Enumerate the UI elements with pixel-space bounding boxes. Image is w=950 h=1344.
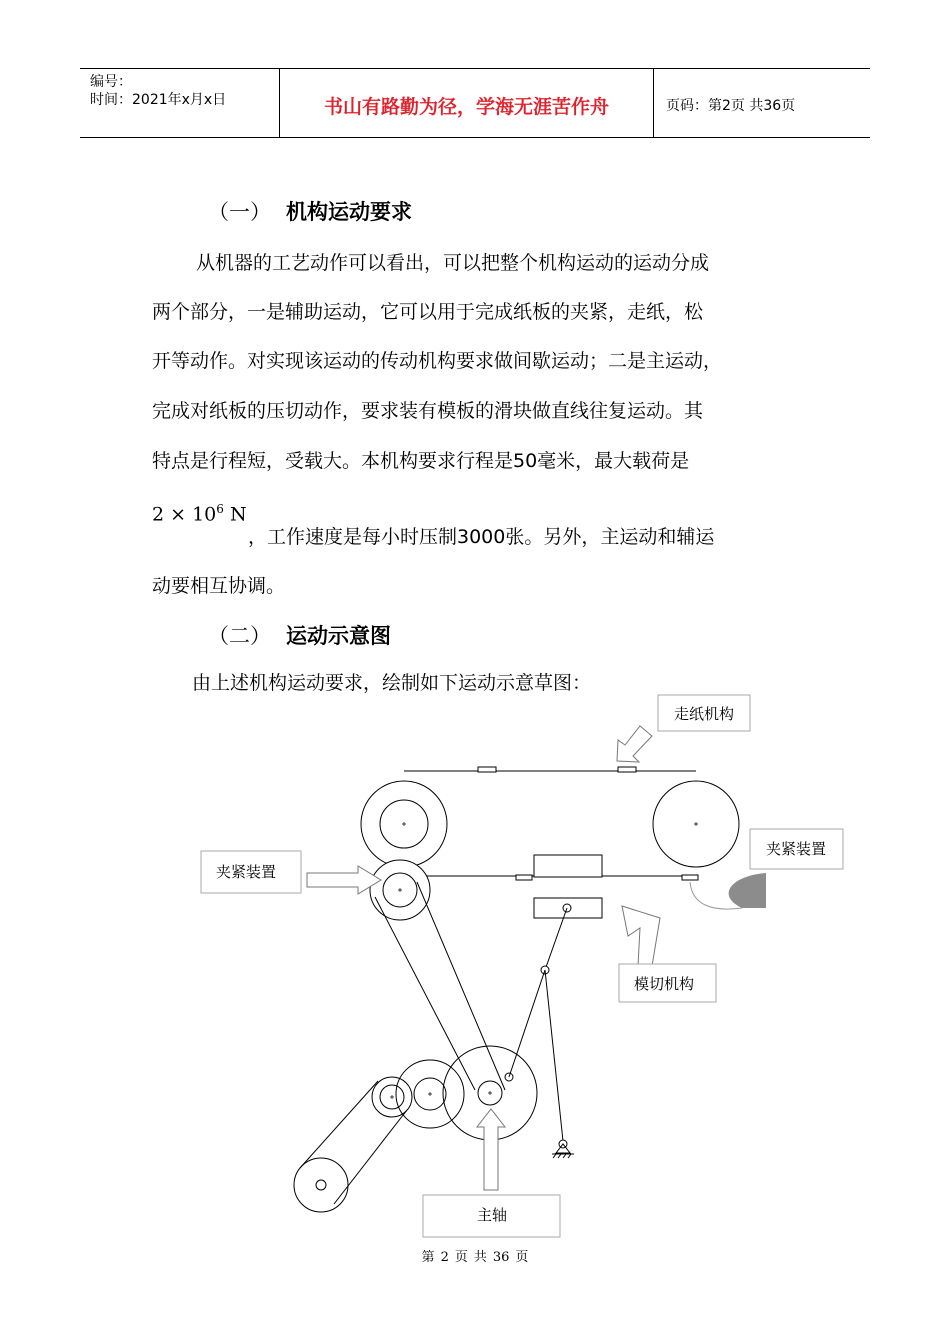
number-label: 编号： [90,74,132,90]
drive-belt-left [375,897,475,1090]
lower-belt-bottom [334,1110,407,1204]
section1-line-1: 从机器的工艺动作可以看出，可以把整个机构运动的运动分成 [196,252,710,274]
section1-line-7: 动要相互协调。 [152,575,286,597]
link-rocker [545,970,563,1141]
formula-unit: N [223,503,247,526]
label-clamp-right: 夹紧装置 [765,840,827,858]
header-page-label: 页码：第2页 共36页 [666,98,796,114]
section2-intro: 由上述机构运动要求，绘制如下运动示意草图： [192,672,592,694]
footer-page-number: 2 [440,1250,449,1265]
clamp-right-arrow [729,873,766,908]
die-slide [534,898,602,918]
formula-base: 2 × 10 [152,503,217,526]
ground-hatch [553,1154,571,1158]
belt-tab-1 [478,767,496,772]
page-footer [0,1246,950,1265]
formula-exponent: 6 [216,502,224,516]
paper-feed-arrow [617,726,652,762]
label-die-cut: 模切机构 [633,975,695,993]
section2-number: （二） [208,624,271,648]
footer-ye: 页 [454,1250,468,1265]
section1-line-3: 开等动作。对实现该运动的传动机构要求做间歇运动；二是主运动， [152,350,723,372]
link-upper [545,908,567,970]
lower-pulley-hub [316,1180,326,1190]
belt-tab-4 [682,875,698,880]
footer-ye-2: 页 [515,1250,529,1265]
drive-belt-right [417,882,505,1090]
time-label: 时间：2021年x月x日 [90,92,227,108]
label-paper-feed: 走纸机构 [673,705,735,723]
die-cut-arrow [622,906,660,966]
section1-line-2: 两个部分，一是辅助运动，它可以用于完成纸板的夹紧，走纸，松 [152,301,704,323]
label-clamp-left: 夹紧装置 [215,863,277,881]
section1-line-5: 特点是行程短，受载大。本机构要求行程是50毫米，最大载荷是 [152,450,690,472]
lower-belt-top [300,1081,378,1168]
platen-block [534,855,602,877]
footer-gong: 共 [473,1250,487,1265]
section1-title: 机构运动要求 [286,200,412,224]
section1-line-6: ，工作速度是每小时压制3000张。另外，主运动和辅运 [248,526,715,548]
main-shaft-arrow [477,1109,505,1190]
belt-tab-3 [516,875,532,880]
belt-tab-2 [618,767,636,772]
section1-number: （一） [208,200,271,224]
footer-di: 第 [421,1250,435,1265]
header-motto: 书山有路勤为径，学海无涯苦作舟 [280,69,654,137]
footer-total-pages: 36 [492,1250,510,1265]
section2-title: 运动示意图 [286,624,391,648]
section1-line-4: 完成对纸板的压切动作，要求装有模板的滑块做直线往复运动。其 [152,400,704,422]
link-coupler [509,970,545,1077]
label-main-shaft: 主轴 [476,1206,508,1224]
